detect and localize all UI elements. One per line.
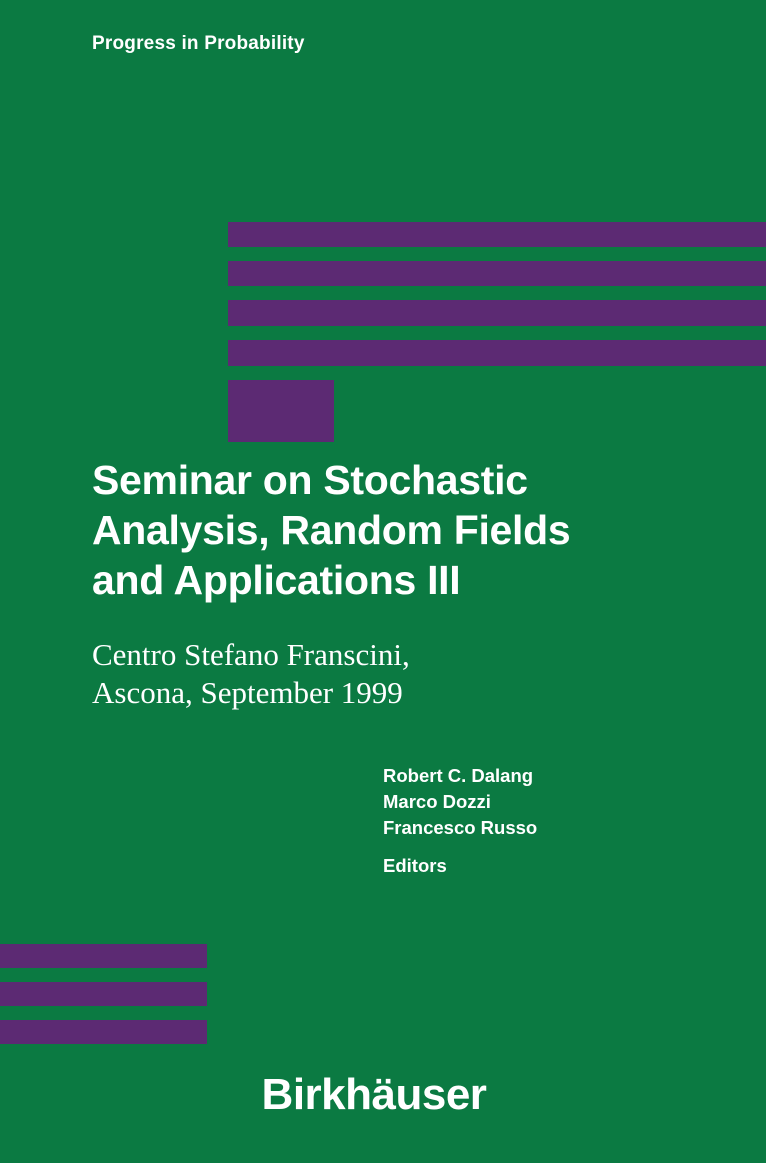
title-line-3: and Applications III xyxy=(92,557,461,603)
decorative-bar xyxy=(0,1020,207,1044)
decorative-bar xyxy=(228,222,766,247)
series-label: Progress in Probability xyxy=(92,33,305,54)
title-line-1: Seminar on Stochastic xyxy=(92,457,528,503)
editor-name: Robert C. Dalang xyxy=(383,765,534,786)
decorative-bar xyxy=(228,300,766,326)
book-title xyxy=(92,455,732,605)
subtitle-line-1: Centro Stefano Franscini, xyxy=(92,637,410,672)
decorative-bar xyxy=(228,380,334,442)
decorative-bars-top xyxy=(228,222,766,442)
subtitle-line-2: Ascona, September 1999 xyxy=(92,675,403,710)
editor-name: Marco Dozzi xyxy=(383,791,491,812)
decorative-bar xyxy=(228,340,766,366)
decorative-bar xyxy=(0,944,207,968)
decorative-bar xyxy=(228,261,766,286)
decorative-bar xyxy=(0,982,207,1006)
book-subtitle xyxy=(92,636,712,712)
editor-name: Francesco Russo xyxy=(383,817,538,838)
title-line-2: Analysis, Random Fields xyxy=(92,507,571,553)
editors-block xyxy=(383,763,537,879)
editors-role-label: Editors xyxy=(383,855,447,876)
publisher-logo: Birkhäuser xyxy=(261,1070,487,1119)
decorative-bars-bottom xyxy=(0,944,207,1044)
